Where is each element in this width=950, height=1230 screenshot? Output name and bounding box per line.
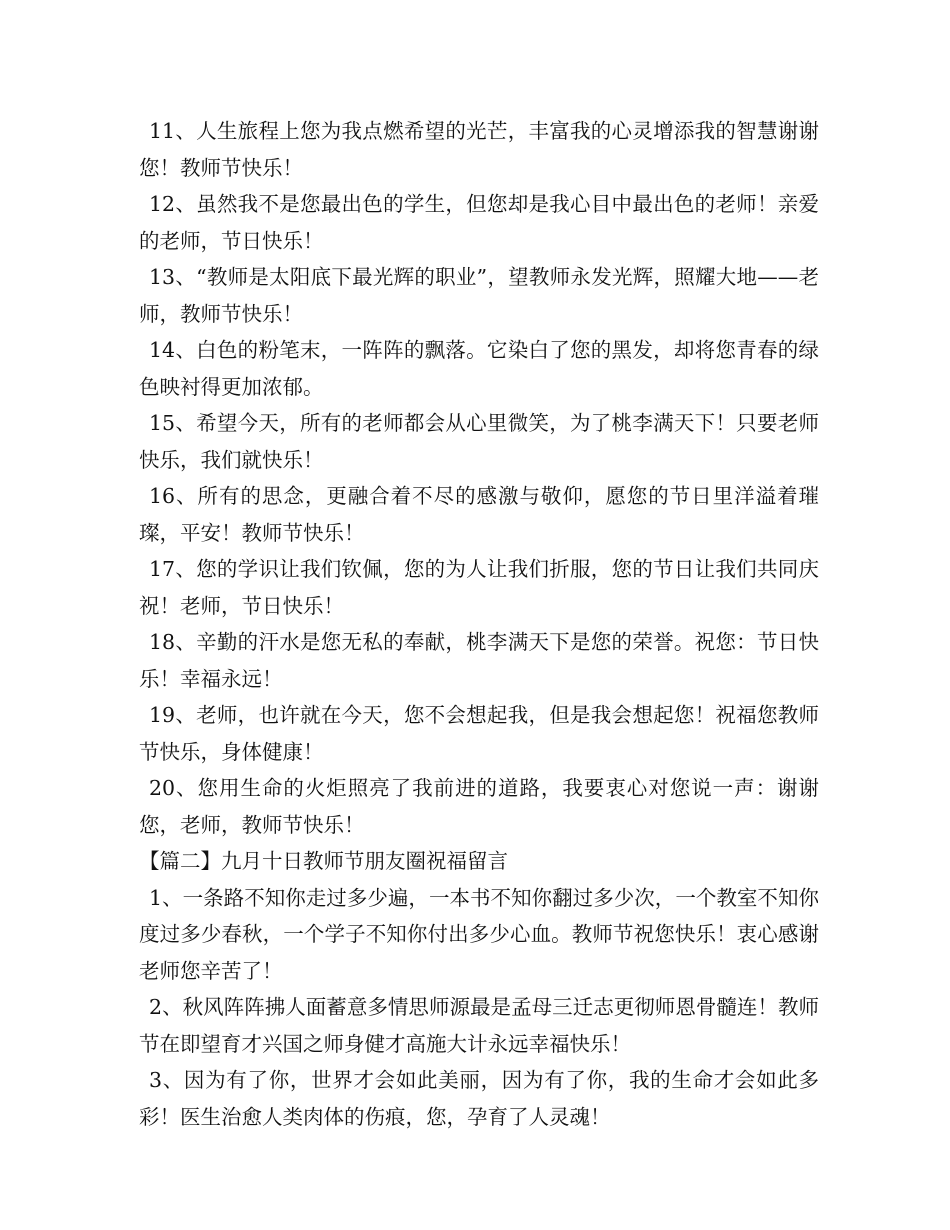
section2-paragraph-2: 2、秋风阵阵拂人面蓄意多情思师源最是孟母三迁志更彻师恩骨髓连！教师节在即望育才兴国之师身健才高施大计永远幸福快乐！ (139, 995, 819, 1056)
section2-paragraph-1: 1、一条路不知你走过多少遍，一本书不知你翻过多少次，一个教室不知你度过多少春秋，一个学子不知你付出多少心血。教师节祝您快乐！衷心感谢老师您辛苦了！ (139, 885, 819, 983)
paragraph-17: 17、您的学识让我们钦佩，您的为人让我们折服，您的节日让我们共同庆祝！老师，节日快乐！ (139, 557, 819, 618)
paragraph-20: 20、您用生命的火炬照亮了我前进的道路，我要衷心对您说一声：谢谢您，老师，教师节快乐！ (139, 776, 819, 837)
paragraph-14: 14、白色的粉笔末，一阵阵的飘落。它染白了您的黑发，却将您青春的绿色映衬得更加浓郁。 (139, 338, 819, 399)
paragraph-12: 12、虽然我不是您最出色的学生，但您却是我心目中最出色的老师！亲爱的老师，节日快乐！ (139, 192, 819, 253)
section2-paragraph-3: 3、因为有了你，世界才会如此美丽，因为有了你，我的生命才会如此多彩！医生治愈人类肉体的伤痕，您，孕育了人灵魂！ (139, 1068, 819, 1129)
section-heading: 【篇二】九月十日教师节朋友圈祝福留言 (139, 849, 508, 873)
paragraph-16: 16、所有的思念，更融合着不尽的感激与敬仰，愿您的节日里洋溢着璀璨，平安！教师节快乐！ (139, 484, 819, 545)
paragraph-18: 18、辛勤的汗水是您无私的奉献，桃李满天下是您的荣誉。祝您：节日快乐！幸福永远！ (139, 630, 819, 691)
paragraph-13: 13、“教师是太阳底下最光辉的职业”，望教师永发光辉，照耀大地——老师，教师节快乐！ (139, 265, 819, 326)
document-body (139, 113, 819, 1135)
paragraph-15: 15、希望今天，所有的老师都会从心里微笑，为了桃李满天下！只要老师快乐，我们就快乐！ (139, 411, 819, 472)
paragraph-19: 19、老师，也许就在今天，您不会想起我，但是我会想起您！祝福您教师节快乐，身体健康！ (139, 703, 819, 764)
paragraph-11: 11、人生旅程上您为我点燃希望的光芒，丰富我的心灵增添我的智慧谢谢您！教师节快乐！ (139, 119, 819, 180)
